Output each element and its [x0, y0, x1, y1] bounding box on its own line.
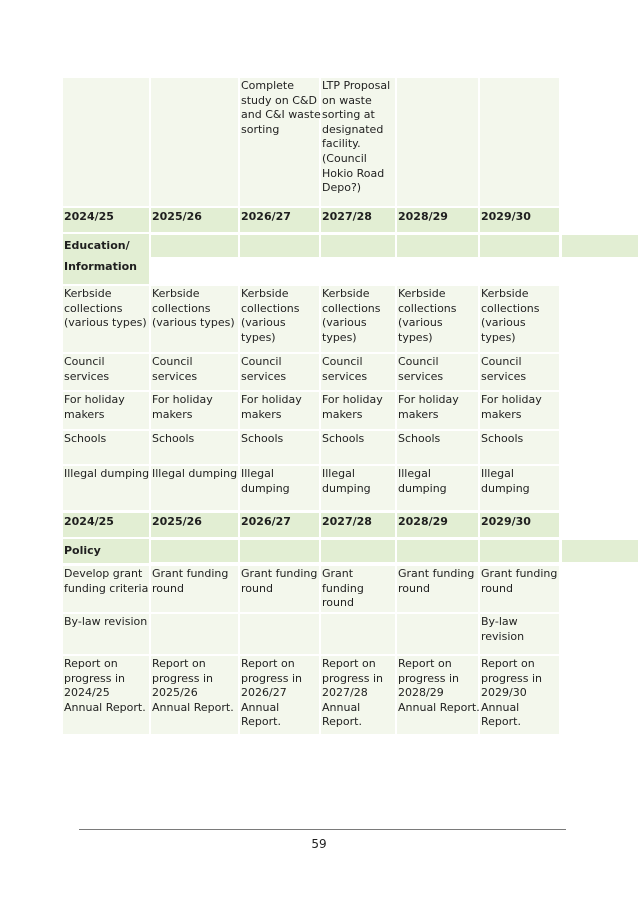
cell-text: Council services [152, 355, 198, 383]
table-cell [321, 431, 395, 464]
table-cell [63, 431, 149, 464]
section-header-blank [321, 235, 395, 257]
cell-text: 2024/25 [64, 515, 114, 528]
table-cell [321, 466, 395, 510]
table-cell [151, 566, 238, 612]
year-header-cell [321, 513, 395, 537]
table-cell [480, 431, 559, 464]
cell-text [240, 614, 321, 615]
cell-text: 2027/28 [322, 515, 372, 528]
table-cell [480, 614, 559, 654]
year-header-cell [63, 208, 149, 232]
table-cell [240, 431, 319, 464]
table-cell [151, 656, 238, 734]
year-header-cell [397, 208, 478, 232]
cell-text: Illegal dumping [64, 467, 150, 480]
table-cell [480, 656, 559, 734]
page-number: 59 [311, 837, 327, 851]
cell-text: Grant funding round [398, 567, 475, 595]
carryover-cell [63, 78, 149, 206]
carryover-cell [240, 78, 319, 206]
section-title [63, 539, 149, 563]
year-header-cell [240, 513, 319, 537]
cell-text: Grant funding round [241, 567, 318, 595]
cell-text: Illegal dumping [241, 467, 290, 495]
section-header-overflow [562, 540, 638, 562]
year-header-cell [240, 208, 319, 232]
cell-text: Kerbside collections (various types) [64, 287, 147, 330]
cell-text: Schools [241, 432, 284, 445]
footer-rule [79, 829, 566, 830]
section-header-blank [480, 540, 559, 562]
cell-text: For holiday makers [322, 393, 383, 421]
table-cell [151, 392, 238, 429]
cell-text [397, 614, 480, 615]
cell-text [480, 78, 561, 79]
cell-text: LTP Proposal on waste sorting at designated facility. (Council Hokio Road Depo?) [322, 79, 391, 195]
cell-text: Kerbside collections (various types) [322, 287, 381, 344]
table-cell [240, 566, 319, 612]
section-title [63, 234, 149, 284]
section-header-blank [397, 235, 478, 257]
cell-text: 2025/26 [152, 210, 202, 223]
cell-text: 2026/27 [241, 515, 291, 528]
cell-text: 2024/25 [64, 210, 114, 223]
cell-text: Council services [241, 355, 287, 383]
cell-text [63, 78, 150, 79]
table-cell [397, 354, 478, 390]
cell-text: 2029/30 [481, 515, 531, 528]
table-cell [321, 656, 395, 734]
section-header-blank [480, 235, 559, 257]
table-cell [321, 392, 395, 429]
table-cell [321, 286, 395, 352]
table-cell [63, 354, 149, 390]
cell-text: Report on progress in 2028/29 Annual Report. [398, 657, 480, 714]
cell-text: 2027/28 [322, 210, 372, 223]
year-header-cell [63, 513, 149, 537]
table-cell [151, 354, 238, 390]
table-cell [321, 354, 395, 390]
cell-text: Schools [322, 432, 365, 445]
year-header-cell [397, 513, 478, 537]
table-cell [321, 566, 395, 612]
cell-text: Policy [64, 544, 101, 557]
cell-text: Kerbside collections (various types) [481, 287, 540, 344]
cell-text: Report on progress in 2027/28 Annual Report. [322, 657, 384, 729]
cell-text: Council services [481, 355, 527, 383]
cell-text [321, 614, 396, 615]
cell-text: Kerbside collections (various types) [241, 287, 300, 344]
table-cell [480, 466, 559, 510]
cell-text: Kerbside collections (various types) [398, 287, 457, 344]
carryover-cell [321, 78, 395, 206]
cell-text: Schools [64, 432, 107, 445]
carryover-cell [151, 78, 238, 206]
table-cell [480, 354, 559, 390]
cell-text: 2026/27 [241, 210, 291, 223]
table-cell [240, 656, 319, 734]
cell-text: Report on progress in 2024/25 Annual Report. [64, 657, 146, 714]
table-cell [63, 656, 149, 734]
table-cell [397, 614, 478, 654]
cell-text: Illegal dumping [152, 467, 238, 480]
table-cell [397, 656, 478, 734]
year-header-cell [480, 208, 559, 232]
cell-text: 2028/29 [398, 515, 448, 528]
cell-text: By-law revision [64, 615, 148, 628]
table-cell [397, 466, 478, 510]
table-cell [480, 286, 559, 352]
table-cell [480, 392, 559, 429]
cell-text: For holiday makers [64, 393, 125, 421]
cell-text: For holiday makers [241, 393, 302, 421]
cell-text: Council services [64, 355, 110, 383]
carryover-cell [397, 78, 478, 206]
cell-text: Illegal dumping [398, 467, 447, 495]
cell-text [151, 614, 238, 615]
cell-text [397, 78, 480, 79]
cell-text: Illegal dumping [481, 467, 530, 495]
table-cell [63, 466, 149, 510]
table-cell [240, 286, 319, 352]
year-header-cell [151, 208, 238, 232]
section-header-blank [321, 540, 395, 562]
table-cell [480, 566, 559, 612]
cell-text: Kerbside collections (various types) [152, 287, 235, 330]
cell-text: Develop grant funding criteria [64, 567, 149, 595]
section-header-blank [151, 235, 238, 257]
cell-text: Complete study on C&D and C&I waste sorting [241, 79, 321, 136]
section-header-blank [151, 540, 238, 562]
cell-text: Report on progress in 2029/30 Annual Report. [481, 657, 543, 729]
year-header-cell [321, 208, 395, 232]
cell-text: For holiday makers [481, 393, 542, 421]
cell-text: 2025/26 [152, 515, 202, 528]
year-header-cell [151, 513, 238, 537]
cell-text: For holiday makers [152, 393, 213, 421]
table-cell [321, 614, 395, 654]
section-header-blank [240, 540, 319, 562]
cell-text: By-law revision [481, 615, 525, 643]
table-cell [397, 286, 478, 352]
cell-text: Schools [398, 432, 441, 445]
table-cell [151, 286, 238, 352]
table-cell [397, 431, 478, 464]
cell-text: Grant funding round [152, 567, 229, 595]
table-cell [63, 614, 149, 654]
cell-text: Schools [481, 432, 524, 445]
section-header-overflow [562, 235, 638, 257]
section-header-blank [397, 540, 478, 562]
cell-text: Grant funding round [322, 567, 364, 610]
cell-text: Education/ Information [64, 239, 137, 273]
table-cell [63, 286, 149, 352]
section-header-blank [240, 235, 319, 257]
table-cell [240, 466, 319, 510]
table-cell [151, 466, 238, 510]
cell-text: Report on progress in 2026/27 Annual Report. [241, 657, 303, 729]
cell-text: Grant funding round [481, 567, 558, 595]
cell-text: 2028/29 [398, 210, 448, 223]
cell-text: Illegal dumping [322, 467, 371, 495]
cell-text: Council services [398, 355, 444, 383]
table-cell [240, 392, 319, 429]
table-cell [151, 614, 238, 654]
table-cell [63, 392, 149, 429]
year-header-cell [480, 513, 559, 537]
cell-text: For holiday makers [398, 393, 459, 421]
cell-text: Schools [152, 432, 195, 445]
table-cell [240, 354, 319, 390]
table-cell [240, 614, 319, 654]
cell-text: Council services [322, 355, 368, 383]
cell-text: 2029/30 [481, 210, 531, 223]
table-cell [397, 392, 478, 429]
table-cell [151, 431, 238, 464]
table-cell [63, 566, 149, 612]
table-cell [397, 566, 478, 612]
cell-text [151, 78, 238, 79]
cell-text: Report on progress in 2025/26 Annual Report. [152, 657, 234, 714]
carryover-cell [480, 78, 559, 206]
